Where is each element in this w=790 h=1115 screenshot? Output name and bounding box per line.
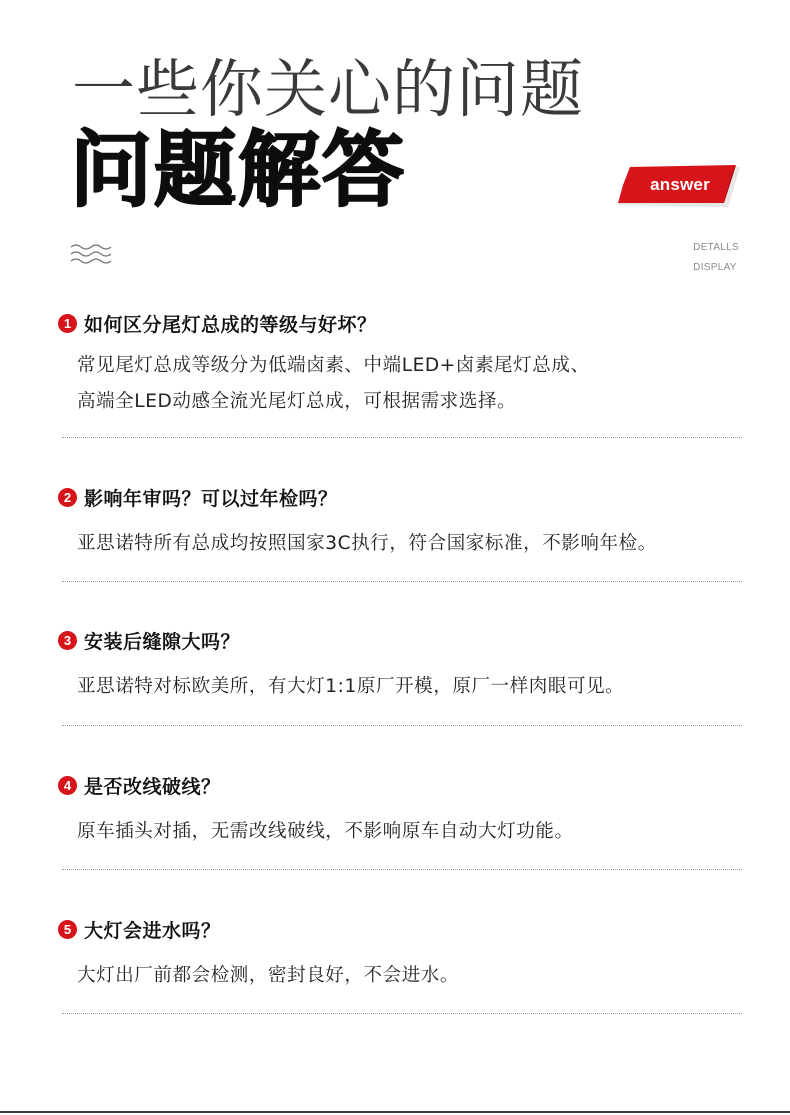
bottom-border <box>0 1111 790 1113</box>
details-line-1: DETALLS <box>693 242 739 253</box>
faq-number-badge: 5 <box>58 920 77 939</box>
page-title: 问题解答 <box>70 123 407 218</box>
answer-badge-label: answer <box>650 175 710 194</box>
faq-question: 如何区分尾灯总成的等级与好坏？ <box>84 313 377 336</box>
faq-question: 是否改线破线？ <box>84 775 221 798</box>
faq-question: 大灯会进水吗？ <box>84 919 221 942</box>
faq-question: 安装后缝隙大吗？ <box>84 630 241 653</box>
faq-question: 影响年审吗？可以过年检吗？ <box>84 487 338 510</box>
divider <box>62 725 742 726</box>
page-subtitle: 一些你关心的问题 <box>72 53 584 126</box>
faq-item-2 <box>58 484 742 562</box>
faq-item-3 <box>58 627 742 705</box>
divider <box>62 581 742 582</box>
faq-answer <box>77 958 742 994</box>
waves-icon <box>70 243 114 265</box>
details-label <box>693 238 739 278</box>
faq-answer-line: 高端全LED动感全流光尾灯总成，可根据需求选择。 <box>77 391 517 412</box>
faq-answer-line: 大灯出厂前都会检测，密封良好，不会进水。 <box>77 965 460 986</box>
faq-item-5 <box>58 916 742 994</box>
answer-badge <box>618 165 740 209</box>
faq-answer-line: 亚思诺特对标欧美所，有大灯1:1原厂开模，原厂一样肉眼可见。 <box>77 676 625 697</box>
faq-answer <box>77 348 742 420</box>
faq-answer <box>77 669 742 705</box>
faq-answer-line: 亚思诺特所有总成均按照国家3C执行，符合国家标准，不影响年检。 <box>77 533 657 554</box>
faq-answer-line: 原车插头对插，无需改线破线，不影响原车自动大灯功能。 <box>77 821 574 842</box>
divider <box>62 1013 742 1014</box>
faq-answer <box>77 814 742 850</box>
faq-item-4 <box>58 772 742 850</box>
divider <box>62 437 742 438</box>
faq-answer <box>77 526 742 562</box>
faq-answer-line: 常见尾灯总成等级分为低端卤素、中端LED+卤素尾灯总成、 <box>77 355 590 376</box>
faq-item-1 <box>58 310 742 420</box>
faq-number-badge: 2 <box>58 488 77 507</box>
faq-number-badge: 4 <box>58 776 77 795</box>
details-line-2: DISPLAY <box>693 262 737 273</box>
faq-number-badge: 3 <box>58 631 77 650</box>
faq-number-badge: 1 <box>58 314 77 333</box>
divider <box>62 869 742 870</box>
